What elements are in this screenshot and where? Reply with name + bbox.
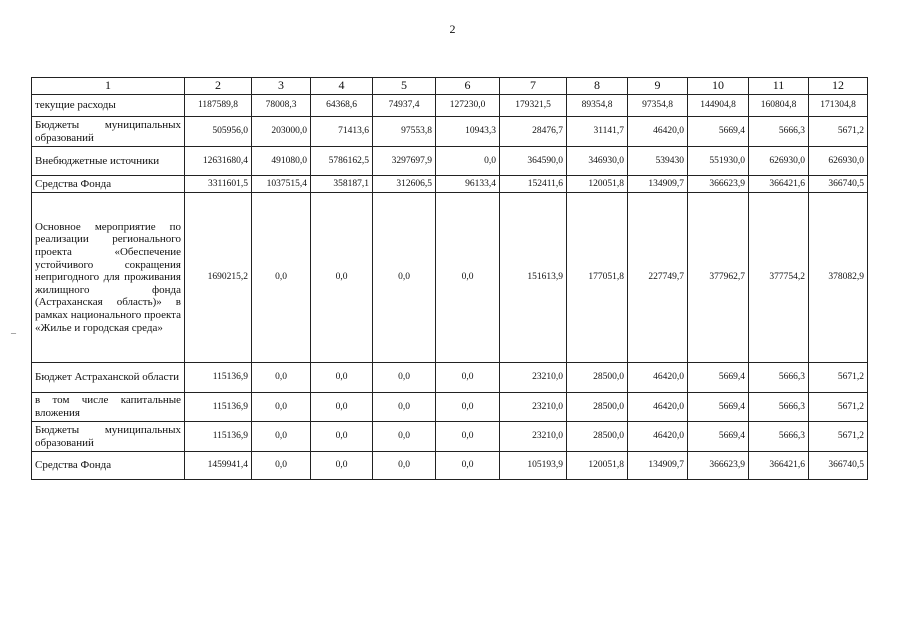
table-cell: 115136,9: [185, 363, 252, 393]
table-cell: 89354,8: [567, 95, 628, 117]
table-cell: 0,0: [373, 452, 436, 480]
table-cell: 1690215,2: [185, 193, 252, 363]
column-header: 12: [809, 78, 868, 95]
column-header: 4: [311, 78, 373, 95]
table-cell: 151613,9: [500, 193, 567, 363]
column-header: 1: [32, 78, 185, 95]
table-cell: 3297697,9: [373, 147, 436, 176]
table-cell: 5666,3: [749, 363, 809, 393]
table-cell: 203000,0: [252, 117, 311, 147]
table-cell: 0,0: [311, 393, 373, 422]
table-cell: 5671,2: [809, 363, 868, 393]
table-cell: 366740,5: [809, 176, 868, 193]
table-cell: 0,0: [311, 363, 373, 393]
table-cell: 134909,7: [628, 452, 688, 480]
table-cell: 12631680,4: [185, 147, 252, 176]
table-cell: 0,0: [311, 193, 373, 363]
table-cell: 377962,7: [688, 193, 749, 363]
table-row: [32, 363, 868, 393]
table-cell: 23210,0: [500, 422, 567, 452]
table-cell: 115136,9: [185, 422, 252, 452]
table-cell: 31141,7: [567, 117, 628, 147]
table-cell: 366421,6: [749, 176, 809, 193]
table-cell: 505956,0: [185, 117, 252, 147]
table-cell: 23210,0: [500, 363, 567, 393]
row-label: Основное мероприятие по реализации регионального проекта «Обеспечение устойчивого сокращения непригодного для проживания жилищного фонда (Астраханская область)» в рамках национального проекта «Жилье и городская среда»: [32, 193, 185, 363]
table-cell: 28476,7: [500, 117, 567, 147]
column-header: 3: [252, 78, 311, 95]
table-cell: 28500,0: [567, 363, 628, 393]
column-header: 6: [436, 78, 500, 95]
table-cell: 46420,0: [628, 422, 688, 452]
table-cell: 0,0: [436, 422, 500, 452]
column-header: 7: [500, 78, 567, 95]
column-header: 10: [688, 78, 749, 95]
table-cell: 5671,2: [809, 422, 868, 452]
table-cell: 5669,4: [688, 393, 749, 422]
table-cell: 28500,0: [567, 393, 628, 422]
table-cell: 0,0: [252, 422, 311, 452]
table-cell: 179321,5: [500, 95, 567, 117]
table-cell: 97354,8: [628, 95, 688, 117]
table-cell: 1459941,4: [185, 452, 252, 480]
table-cell: 46420,0: [628, 363, 688, 393]
table-cell: 74937,4: [373, 95, 436, 117]
row-label: в том числе капитальные вложения: [32, 393, 185, 422]
page-number: 2: [449, 22, 456, 36]
table-cell: 127230,0: [436, 95, 500, 117]
column-header: 9: [628, 78, 688, 95]
margin-mark: –: [11, 328, 16, 339]
table-cell: 5671,2: [809, 117, 868, 147]
table-cell: 0,0: [252, 193, 311, 363]
table-cell: 177051,8: [567, 193, 628, 363]
table-cell: 358187,1: [311, 176, 373, 193]
table-cell: 626930,0: [809, 147, 868, 176]
table-cell: 105193,9: [500, 452, 567, 480]
table-cell: 346930,0: [567, 147, 628, 176]
table-cell: 115136,9: [185, 393, 252, 422]
table-cell: 120051,8: [567, 176, 628, 193]
table-cell: 1037515,4: [252, 176, 311, 193]
table-cell: 0,0: [373, 193, 436, 363]
table-cell: 5669,4: [688, 363, 749, 393]
table-cell: 96133,4: [436, 176, 500, 193]
table-row: [32, 193, 868, 363]
table-cell: 97553,8: [373, 117, 436, 147]
table-cell: 120051,8: [567, 452, 628, 480]
row-label: текущие расходы: [32, 95, 185, 117]
table-cell: 23210,0: [500, 393, 567, 422]
table-cell: 366740,5: [809, 452, 868, 480]
column-header: 8: [567, 78, 628, 95]
table-cell: 46420,0: [628, 393, 688, 422]
column-number-row: [32, 78, 868, 95]
table-cell: 5671,2: [809, 393, 868, 422]
table-cell: 0,0: [252, 363, 311, 393]
table-row: [32, 176, 868, 193]
table-cell: 551930,0: [688, 147, 749, 176]
column-header: 5: [373, 78, 436, 95]
table-cell: 1187589,8: [185, 95, 252, 117]
table-cell: 5786162,5: [311, 147, 373, 176]
table-cell: 0,0: [436, 193, 500, 363]
column-header: 2: [185, 78, 252, 95]
table-cell: 3311601,5: [185, 176, 252, 193]
table-cell: 0,0: [252, 452, 311, 480]
table-cell: 0,0: [436, 393, 500, 422]
column-header: 11: [749, 78, 809, 95]
table-row: [32, 117, 868, 147]
table-cell: 160804,8: [749, 95, 809, 117]
table-cell: 144904,8: [688, 95, 749, 117]
row-label: Средства Фонда: [32, 452, 185, 480]
table-cell: 71413,6: [311, 117, 373, 147]
table-cell: 0,0: [436, 363, 500, 393]
table-cell: 491080,0: [252, 147, 311, 176]
table-cell: 366623,9: [688, 176, 749, 193]
table-cell: 0,0: [311, 452, 373, 480]
table-cell: 46420,0: [628, 117, 688, 147]
row-label: Бюджеты муниципальных образований: [32, 117, 185, 147]
table-cell: 0,0: [436, 452, 500, 480]
table-cell: 366421,6: [749, 452, 809, 480]
table-cell: 64368,6: [311, 95, 373, 117]
table-cell: 5669,4: [688, 117, 749, 147]
table-row: [32, 147, 868, 176]
table-cell: 378082,9: [809, 193, 868, 363]
row-label: Бюджеты муниципальных образований: [32, 422, 185, 452]
table-cell: 78008,3: [252, 95, 311, 117]
row-label: Бюджет Астраханской области: [32, 363, 185, 393]
table-row: [32, 452, 868, 480]
table-cell: 626930,0: [749, 147, 809, 176]
table-cell: 28500,0: [567, 422, 628, 452]
table-cell: 10943,3: [436, 117, 500, 147]
table-cell: 5666,3: [749, 393, 809, 422]
table-row: [32, 393, 868, 422]
table-cell: 312606,5: [373, 176, 436, 193]
table-cell: 0,0: [373, 363, 436, 393]
table-cell: 152411,6: [500, 176, 567, 193]
table-row: [32, 422, 868, 452]
table-cell: 0,0: [373, 393, 436, 422]
table-cell: 5666,3: [749, 422, 809, 452]
table-cell: 171304,8: [809, 95, 868, 117]
budget-table: [31, 77, 868, 480]
row-label: Средства Фонда: [32, 176, 185, 193]
table-cell: 366623,9: [688, 452, 749, 480]
table-cell: 0,0: [436, 147, 500, 176]
table-cell: 134909,7: [628, 176, 688, 193]
row-label: Внебюджетные источники: [32, 147, 185, 176]
table-cell: 5669,4: [688, 422, 749, 452]
table-cell: 5666,3: [749, 117, 809, 147]
table-cell: 539430: [628, 147, 688, 176]
table-cell: 227749,7: [628, 193, 688, 363]
table-cell: 0,0: [252, 393, 311, 422]
table-cell: 0,0: [311, 422, 373, 452]
table-cell: 377754,2: [749, 193, 809, 363]
table-row: [32, 95, 868, 117]
table-cell: 364590,0: [500, 147, 567, 176]
table-cell: 0,0: [373, 422, 436, 452]
